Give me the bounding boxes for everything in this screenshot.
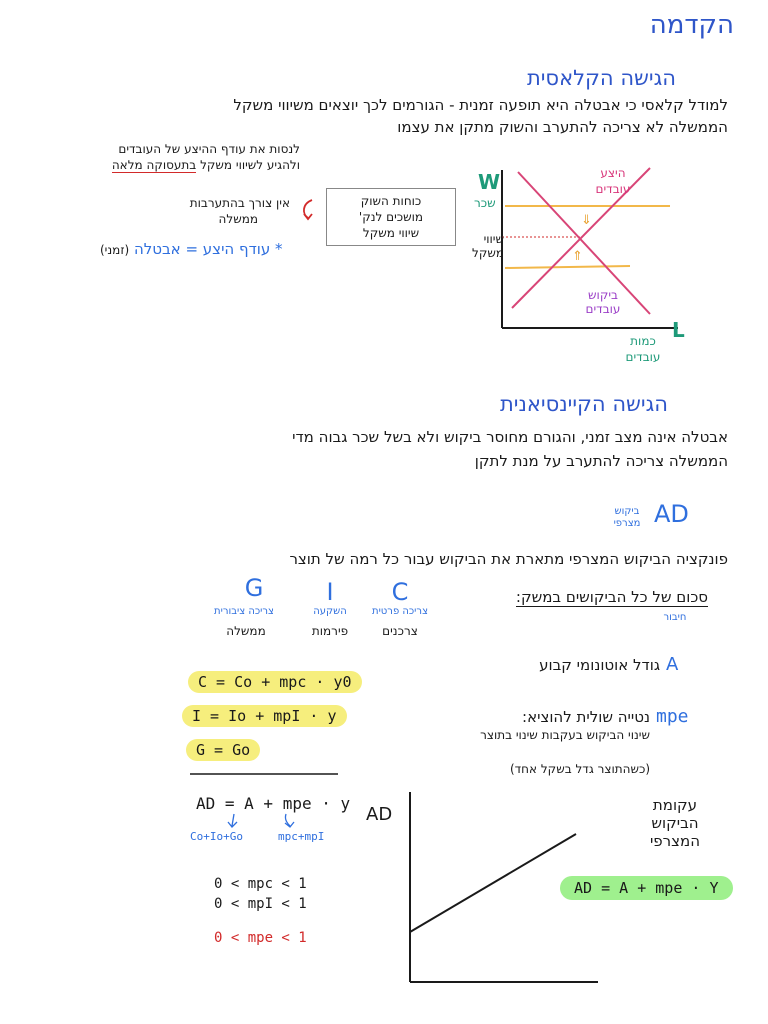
A-text: גודל אוטונומי קבוע: [539, 656, 660, 674]
formula-I-text: I = Io + mpI · y: [182, 705, 347, 727]
ad-label2: מצרפי: [613, 518, 641, 529]
G-symbol: G: [244, 574, 264, 602]
formula-divider: [190, 773, 340, 777]
supply-label2: עובדים: [595, 182, 631, 196]
supply-label1: היצע: [600, 166, 626, 180]
mpe-line1: נטייה שולית להוציא:: [522, 708, 650, 726]
mpe-line3: (כשהתוצר גדל בשקל אחד): [509, 762, 650, 776]
formula-C-text: C = Co + mpc · y0: [188, 671, 362, 693]
labor-x-label2: עובדים: [625, 350, 661, 364]
formula-AD: AD = A + mpe · y: [196, 794, 351, 813]
C-sub2: צרכנים: [382, 624, 418, 638]
formula-arrows: [228, 812, 328, 832]
labor-y-symbol: W: [478, 170, 501, 194]
star-paren: (זמני): [100, 243, 130, 257]
page-title: הקדמה: [649, 10, 734, 40]
demand-label2: עובדים: [585, 302, 621, 316]
mpe-line2: שינוי הביקוש בעקבות שינוי בתוצר: [480, 728, 650, 742]
A-symbol: A: [666, 654, 679, 675]
ad-sum-sub: חיבור: [663, 612, 687, 623]
I-symbol: I: [326, 578, 334, 606]
unemployment-note: [100, 240, 310, 258]
classical-note-arrow2: ממשלה: [218, 212, 258, 226]
ineq-mpc: 0 < mpc < 1: [214, 876, 307, 892]
ad-graph-title1: עקומת: [652, 796, 698, 814]
ad-graph-y-label: AD: [366, 804, 393, 825]
wage-low-line: [505, 266, 630, 268]
classical-line1: למודל קלאסי כי אבטלה היא תופעה זמנית - הגורמים לכך יוצאים משיווי משקל: [233, 96, 728, 114]
ad-symbol: AD: [654, 500, 689, 528]
ad-equation: [560, 878, 733, 897]
ad-label1: ביקוש: [614, 506, 640, 517]
C-symbol: C: [391, 578, 409, 606]
ad-graph-title2: הביקוש: [651, 814, 699, 832]
box-line1: כוחות השוק: [360, 194, 422, 208]
curved-arrow-icon: [298, 198, 318, 222]
arrow-down-icon: ⇓: [581, 213, 592, 228]
classical-note-left2: ולהגיע לשיווי משקל: [200, 158, 300, 172]
classical-line2: הממשלה לא צריכה להתערב והשוק מתקן את עצמו: [397, 118, 728, 136]
ad-line: [410, 834, 576, 932]
ineq-mpI: 0 < mpI < 1: [214, 896, 307, 912]
equilibrium-label2: משקל: [472, 246, 504, 260]
labor-x-symbol: L: [672, 318, 685, 342]
ad-sum-row: [448, 588, 708, 607]
mpe-expand: mpc+mpI: [278, 830, 325, 843]
box-line3: שיווי משקל: [362, 226, 420, 240]
ineq-mpe: 0 < mpe < 1: [214, 930, 307, 946]
mpe-symbol: mpe: [656, 706, 689, 727]
ad-equation-text: AD = A + mpe · Y: [560, 876, 733, 900]
labor-x-label1: כמות: [630, 334, 656, 348]
formula-G: [186, 740, 260, 759]
arrow-up-icon: ⇑: [572, 249, 583, 264]
ad-graph-title3: המצרפי: [649, 832, 701, 850]
formula-I: [182, 706, 347, 725]
market-forces-box: [326, 188, 456, 246]
classical-note-arrow: אין צורך בהתערבות: [189, 196, 290, 210]
equilibrium-label1: שיווי: [483, 232, 504, 246]
keynesian-heading: הגישה הקיינסיאנית: [499, 392, 668, 416]
classical-heading: הגישה הקלאסית: [526, 66, 676, 90]
I-sub2: פירמות: [311, 624, 349, 638]
star-text: * עודף היצע = אבטלה: [133, 240, 283, 258]
G-sub1: צריכה ציבורית: [214, 606, 274, 617]
I-sub1: השקעה: [313, 606, 347, 617]
G-sub2: ממשלה: [226, 624, 266, 638]
formula-C: [188, 672, 362, 691]
formula-G-text: G = Go: [186, 739, 260, 761]
labor-y-label: שכר: [474, 196, 496, 210]
ad-sum-label: סכום של כל הביקושים במשק:: [515, 588, 708, 606]
classical-note-left1: לנסות את עודף ההיצע של העובדים: [118, 142, 300, 156]
demand-label1: ביקוש: [588, 288, 618, 302]
classical-note-left2-row: [96, 158, 300, 173]
ad-definition: פונקציה הביקוש המצרפי מתארת את הביקוש עבור כל רמה של תוצר: [289, 550, 728, 568]
box-line2: מושכים לנק': [358, 210, 424, 224]
A-expand: Co+Io+Go: [190, 830, 243, 843]
C-sub1: צריכה פרטית: [372, 606, 428, 617]
keynesian-line2: הממשלה צריכה להתערב על מנת לתקן: [474, 452, 728, 470]
classical-note-left-emph: בתעסוקה מלאה: [111, 158, 197, 172]
keynesian-line1: אבטלה אינה מצב זמני, והגורם מחוסר ביקוש ולא בשל שכר גבוה מדי: [292, 428, 728, 446]
